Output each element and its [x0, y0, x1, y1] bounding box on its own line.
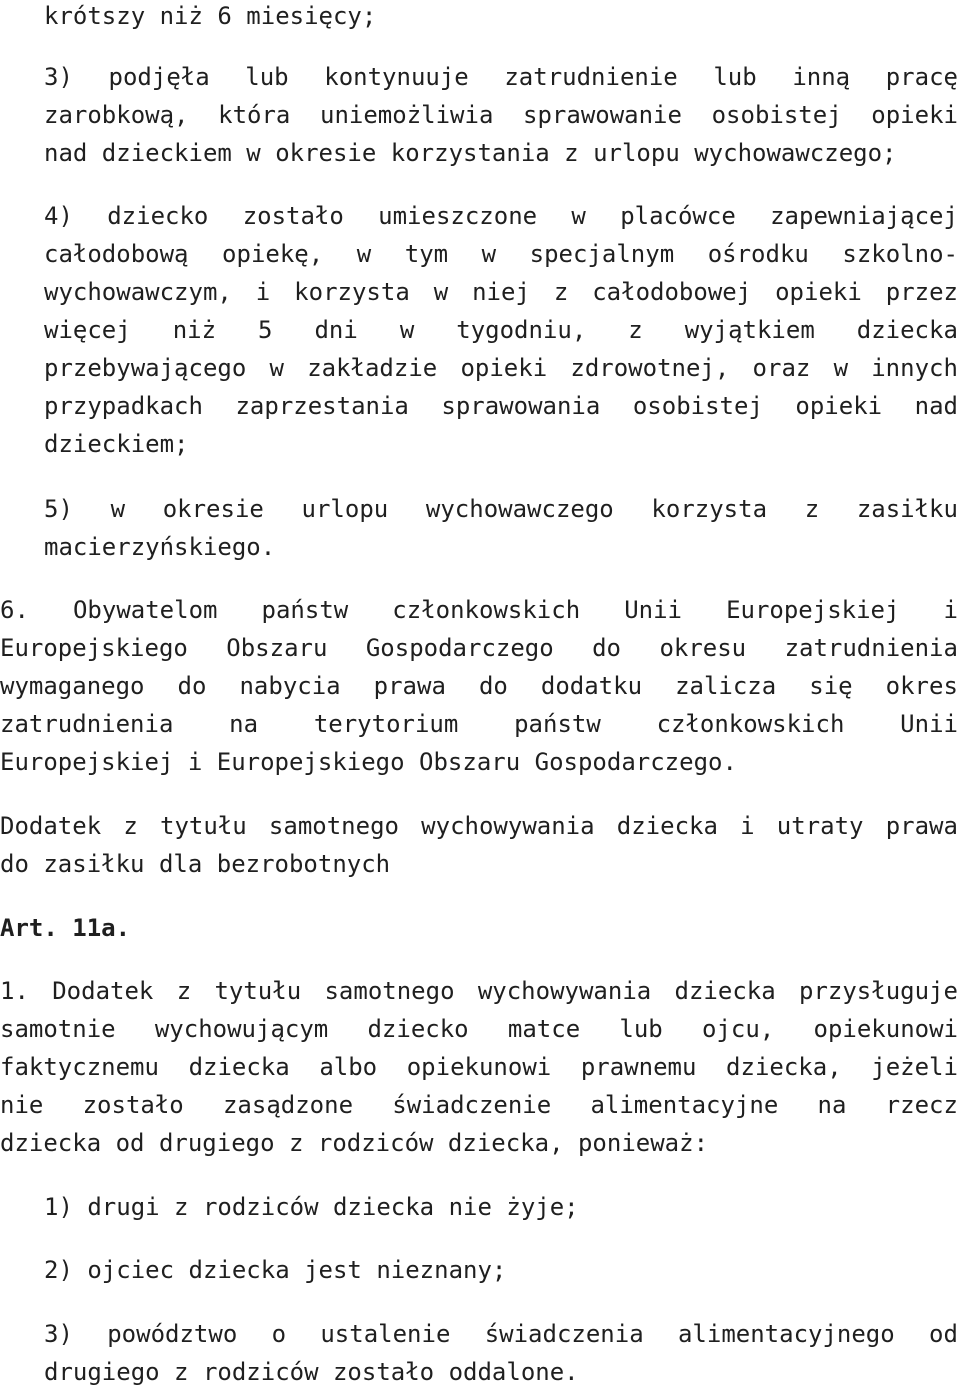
para6-line2: Europejskiego Obszaru Gospodarczego do okresu zatrudnienia: [0, 634, 958, 662]
para6-line4: zatrudnienia na terytorium państw członkowskich Unii: [0, 710, 958, 738]
item3-line3: nad dzieckiem w okresie korzystania z urlopu wychowawczego;: [44, 139, 897, 167]
para6-line3: wymaganego do nabycia prawa do dodatku zalicza się okres: [0, 672, 958, 700]
art-p1-line4: nie zostało zasądzone świadczenie alimentacyjne na rzecz: [0, 1091, 958, 1119]
section-heading-line2: do zasiłku dla bezrobotnych: [0, 850, 391, 878]
art-p1-line3: faktycznemu dziecka albo opiekunowi prawnemu dziecka, jeżeli: [0, 1053, 958, 1081]
item4-line1: 4) dziecko zostało umieszczone w placówce zapewniającej: [44, 202, 958, 230]
art-item2: 2) ojciec dziecka jest nieznany;: [44, 1256, 507, 1284]
art-item1: 1) drugi z rodziców dziecka nie żyje;: [44, 1193, 579, 1221]
item4-line4: więcej niż 5 dni w tygodniu, z wyjątkiem dziecka: [44, 316, 958, 344]
art-p1-line1: 1. Dodatek z tytułu samotnego wychowywania dziecka przysługuje: [0, 977, 958, 1005]
item5-line1: 5) w okresie urlopu wychowawczego korzysta z zasiłku: [44, 495, 958, 523]
item4-line6: przypadkach zaprzestania sprawowania osobistej opieki nad: [44, 392, 958, 420]
article-title: Art. 11a.: [0, 914, 131, 942]
item4-line2: całodobową opiekę, w tym w specjalnym ośrodku szkolno-: [44, 240, 958, 268]
item4-line3: wychowawczym, i korzysta w niej z całodobowej opieki przez: [44, 278, 958, 306]
item3-line1: 3) podjęła lub kontynuuje zatrudnienie lub inną pracę: [44, 63, 958, 91]
item5-line2: macierzyńskiego.: [44, 533, 276, 561]
item4-line5: przebywającego w zakładzie opieki zdrowotnej, oraz w innych: [44, 354, 958, 382]
art-item3-line2: drugiego z rodziców zostało oddalone.: [44, 1358, 579, 1386]
art-p1-line2: samotnie wychowującym dziecko matce lub ojcu, opiekunowi: [0, 1015, 958, 1043]
item3-line2: zarobkową, która uniemożliwia sprawowanie osobistej opieki: [44, 101, 958, 129]
section-heading-line1: Dodatek z tytułu samotnego wychowywania dziecka i utraty prawa: [0, 812, 958, 840]
item2-tail-text: krótszy niż 6 miesięcy;: [44, 2, 377, 30]
art-p1-line5: dziecka od drugiego z rodziców dziecka, ponieważ:: [0, 1129, 709, 1157]
para6-line1: 6. Obywatelom państw członkowskich Unii Europejskiej i: [0, 596, 958, 624]
item4-line7: dzieckiem;: [44, 430, 189, 458]
para6-line5: Europejskiej i Europejskiego Obszaru Gospodarczego.: [0, 748, 737, 776]
art-item3-line1: 3) powództwo o ustalenie świadczenia alimentacyjnego od: [44, 1320, 958, 1348]
